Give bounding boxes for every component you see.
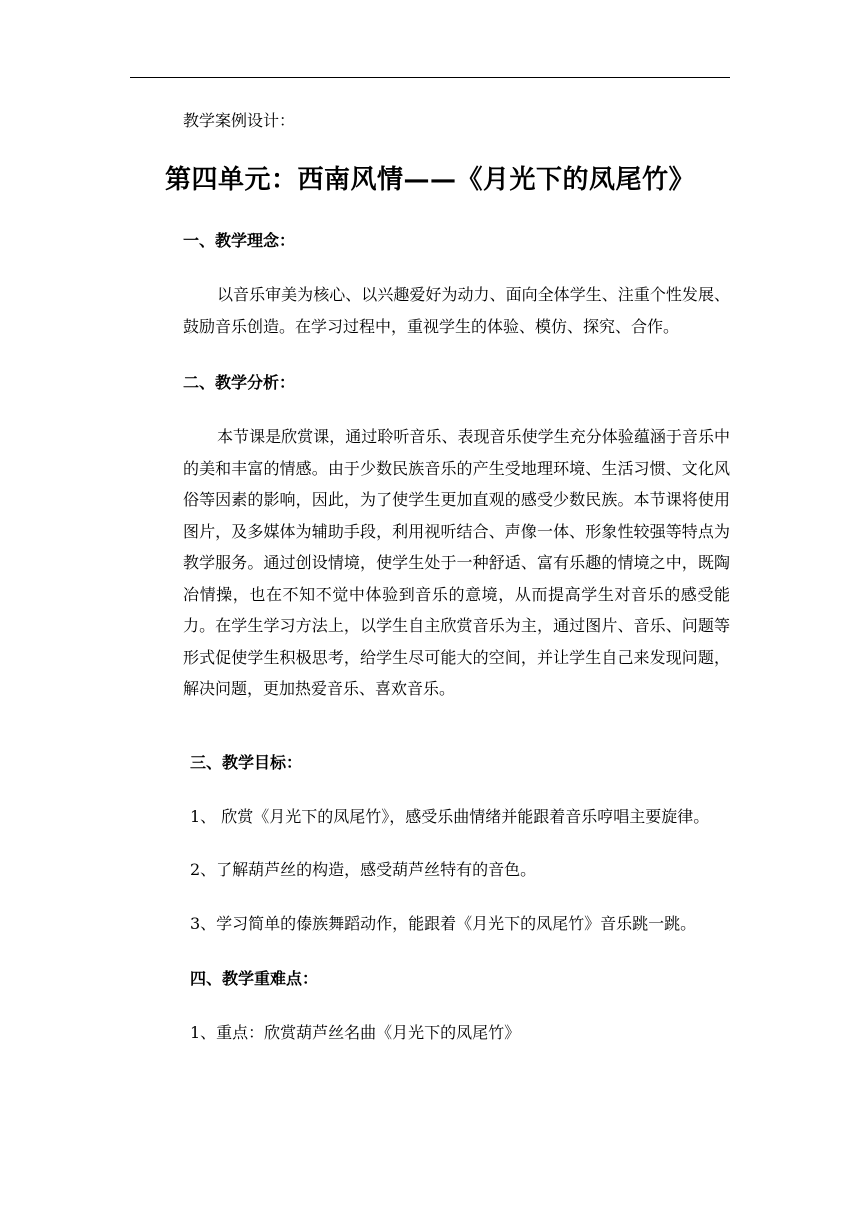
section-heading-philosophy: 一、教学理念： — [183, 231, 296, 250]
objective-item: 2、了解葫芦丝的构造，感受葫芦丝特有的音色。 — [190, 860, 537, 879]
objective-item: 3、学习简单的傣族舞蹈动作，能跟着《月光下的凤尾竹》音乐跳一跳。 — [190, 914, 697, 933]
section-paragraph-philosophy: 以音乐审美为核心、以兴趣爱好为动力、面向全体学生、注重个性发展、鼓励音乐创造。在学习过程中，重视学生的体验、模仿、探究、合作。 — [183, 285, 730, 336]
section-paragraph-analysis: 本节课是欣赏课，通过聆听音乐、表现音乐使学生充分体验蕴涵于音乐中的美和丰富的情感。由于少数民族音乐的产生受地理环境、生活习惯、文化风俗等因素的影响，因此，为了使学生更加直观的感受少数民族。本节课将使用图片，及多媒体为辅助手段，利用视听结合、声像一体、形象性较强等特点为教学服务。通过创设情境，使学生处于一种舒适、富有乐趣的情境之中，既陶冶情操，也在不知不觉中体验到音乐的意境，从而提高学生对音乐的感受能力。在学生学习方法上，以学生自主欣赏音乐为主，通过图片、音乐、问题等形式促使学生积极思考，给学生尽可能大的空间，并让学生自己来发现问题，解决问题，更加热爱音乐、喜欢音乐。 — [183, 427, 730, 698]
section-heading-key-points: 四、教学重难点： — [190, 969, 319, 988]
section-heading-analysis: 二、教学分析： — [183, 373, 296, 392]
section-heading-objectives: 三、教学目标： — [190, 753, 303, 772]
header-rule — [130, 77, 730, 78]
objective-item: 1、 欣赏《月光下的凤尾竹》，感受乐曲情绪并能跟着音乐哼唱主要旋律。 — [190, 807, 710, 826]
document-title: 第四单元：西南风情——《月光下的凤尾竹》 — [164, 165, 695, 195]
key-point-item: 1、重点：欣赏葫芦丝名曲《月光下的凤尾竹》 — [190, 1023, 521, 1042]
document-label: 教学案例设计： — [183, 111, 296, 130]
